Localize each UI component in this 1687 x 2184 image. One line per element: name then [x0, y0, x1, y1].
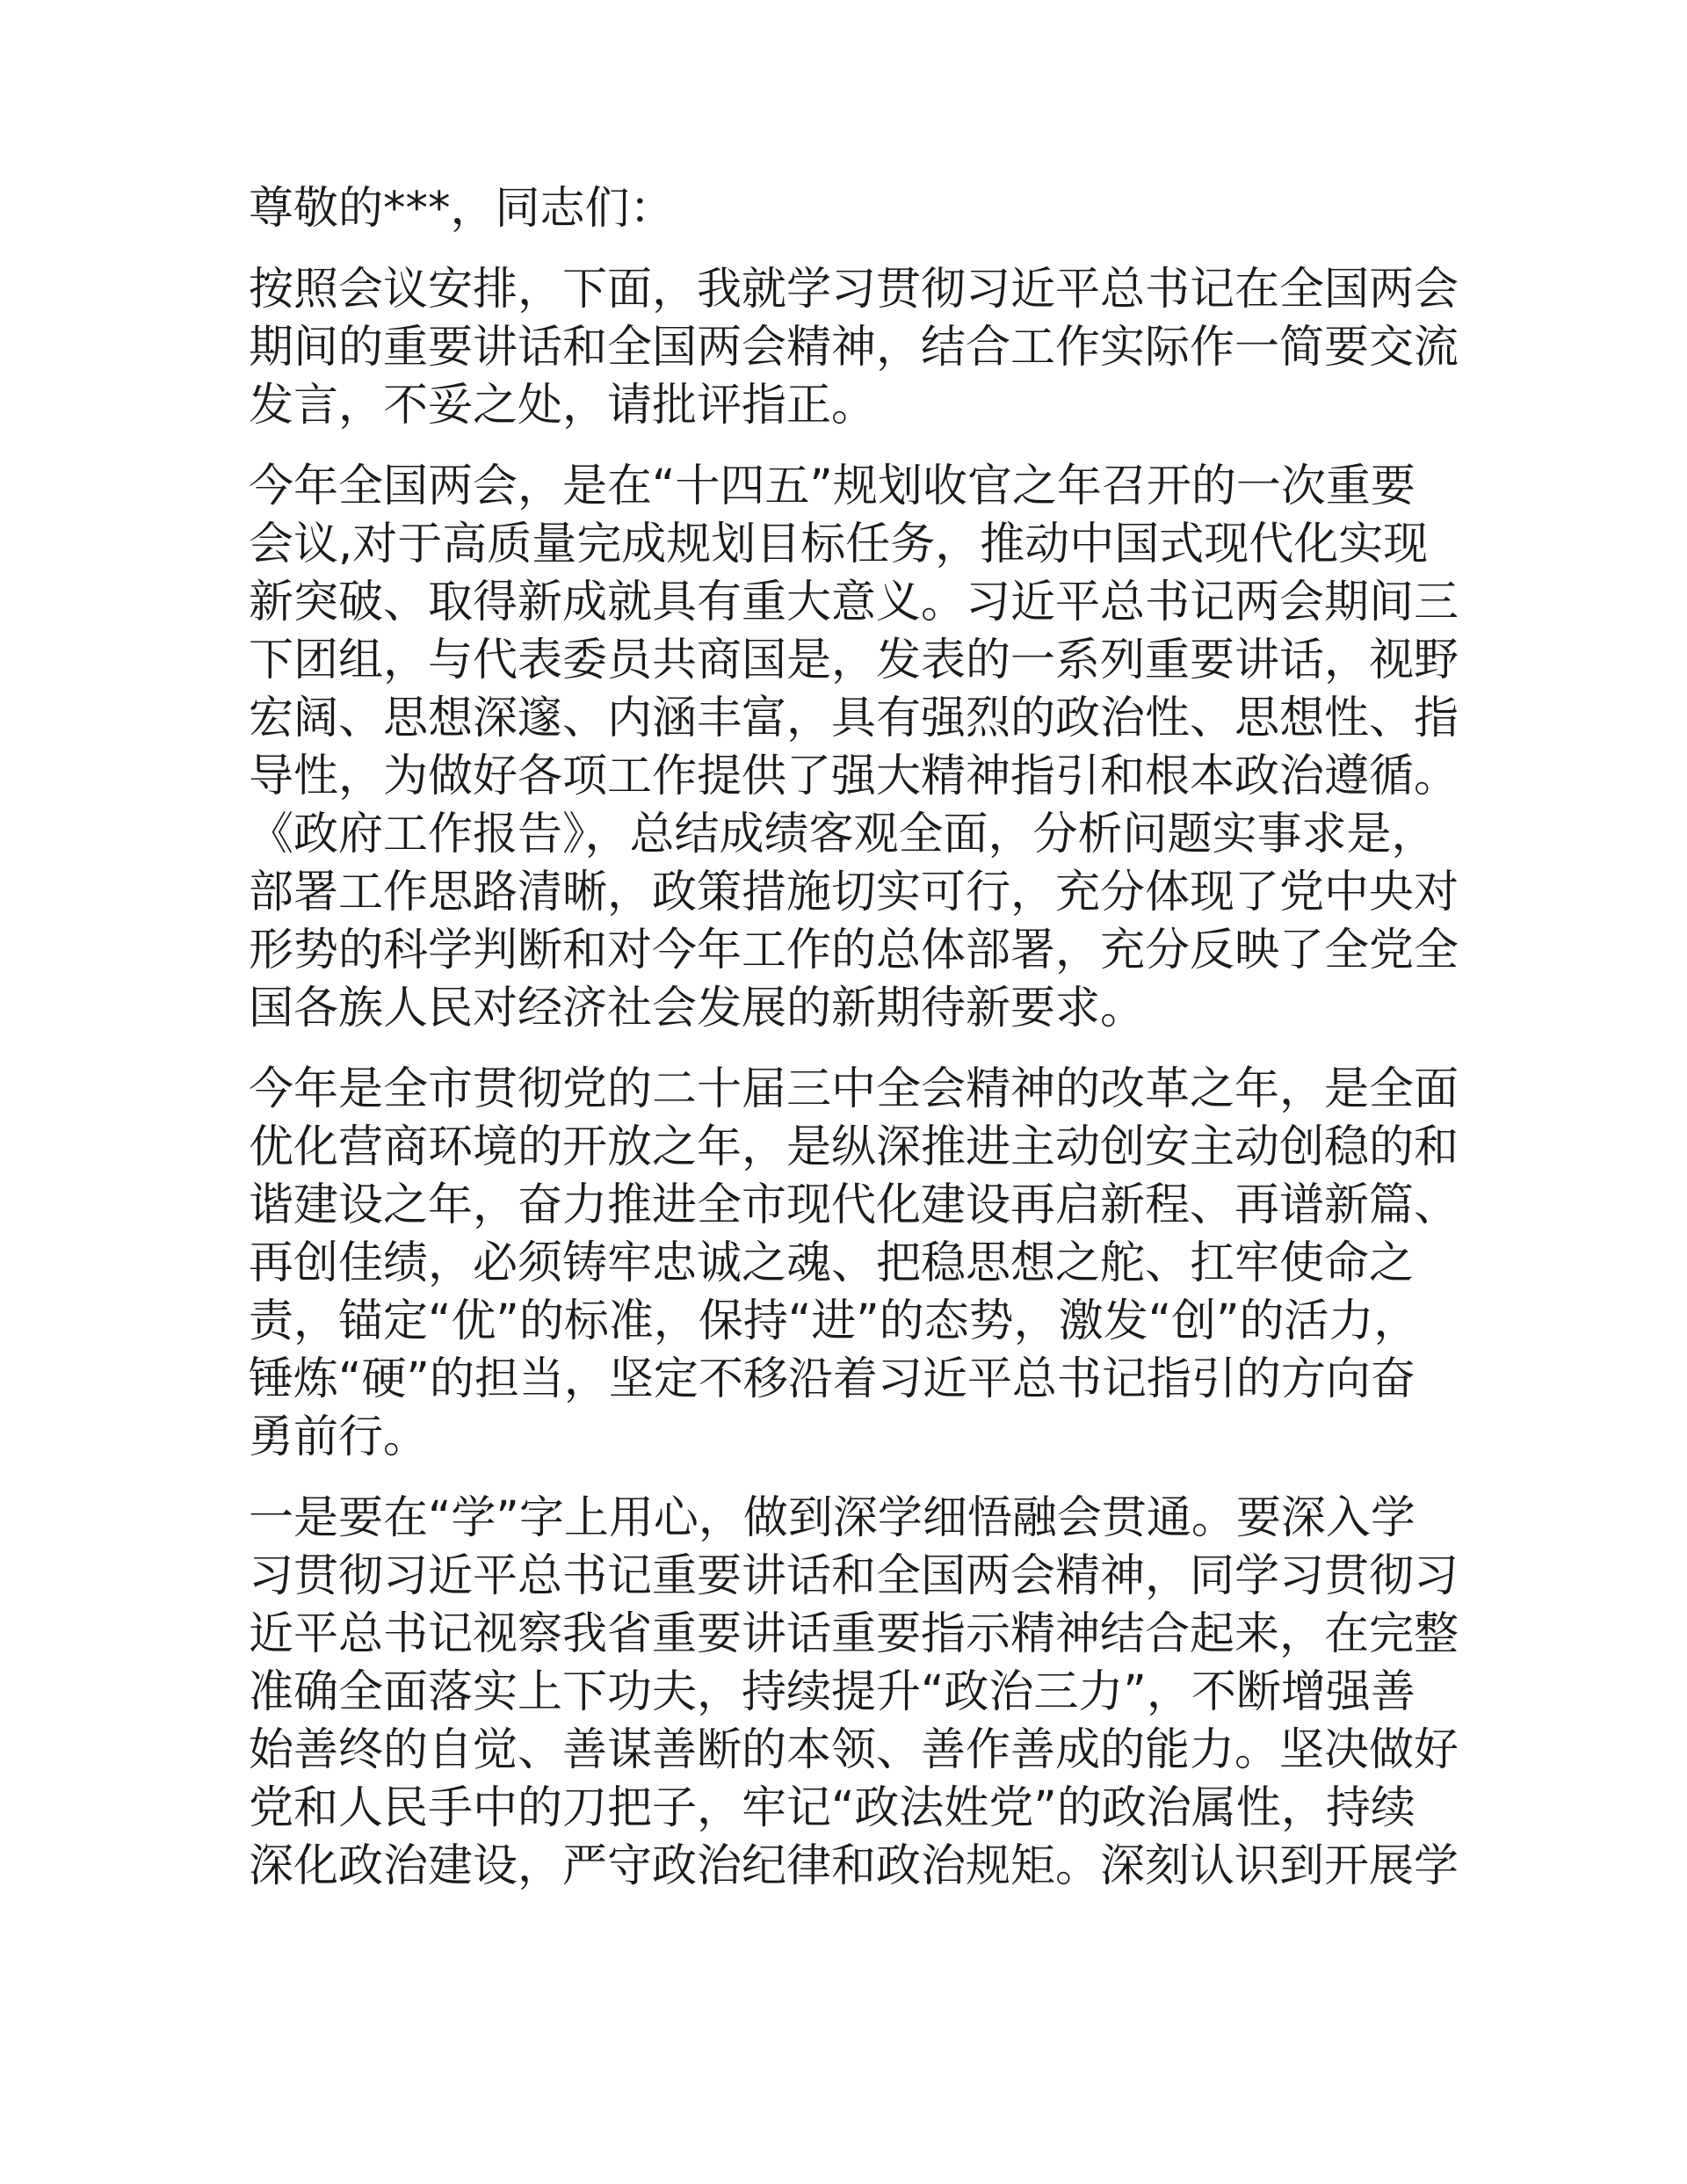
text-line: 勇前行。: [249, 1411, 429, 1463]
text-line: 按照会议安排，下面，我就学习贯彻习近平总书记在全国两会: [249, 264, 1459, 316]
text-line: 深化政治建设，严守政治纪律和政治规矩。深刻认识到开展学: [249, 1840, 1459, 1892]
document-body: [249, 180, 1459, 1919]
text-line: 发言，不妥之处，请批评指正。: [249, 380, 877, 432]
text-line: 《政府工作报告》，总结成绩客观全面，分析问题实事求是，: [249, 809, 1437, 860]
text-line: 部署工作思路清晰，政策措施切实可行，充分体现了党中央对: [249, 867, 1459, 918]
text-line: 党和人民手中的刀把子，牢记“政法姓党”的政治属性，持续: [249, 1782, 1415, 1834]
text-line: 宏阔、思想深邃、内涵丰富，具有强烈的政治性、思想性、指: [249, 693, 1459, 744]
text-line: 责，锚定“优”的标准，保持“进”的态势，激发“创”的活力，: [249, 1295, 1419, 1347]
text-line: 准确全面落实上下功夫，持续提升“政治三力”，不断增强善: [249, 1666, 1415, 1718]
salutation: [249, 180, 1444, 238]
paragraph-this-year: [249, 1061, 1459, 1467]
text-line: 期间的重要讲话和全国两会精神，结合工作实际作一简要交流: [249, 322, 1459, 374]
text-line: 新突破、取得新成就具有重大意义。习近平总书记两会期间三: [249, 577, 1459, 628]
text-line: 一是要在“学”字上用心，做到深学细悟融会贯通。要深入学: [249, 1492, 1415, 1544]
text-line: 始善终的自觉、善谋善断的本领、善作善成的能力。坚决做好: [249, 1724, 1459, 1776]
paragraph-intro: [249, 261, 1459, 435]
text-line: 优化营商环境的开放之年，是纵深推进主动创安主动创稳的和: [249, 1121, 1459, 1173]
text-line: 近平总书记视察我省重要讲话重要指示精神结合起来，在完整: [249, 1608, 1459, 1660]
text-line: 下团组，与代表委员共商国是，发表的一系列重要讲话，视野: [249, 635, 1459, 686]
text-line: 今年全国两会，是在“十四五”规划收官之年召开的一次重要: [249, 461, 1415, 512]
text-line: 习贯彻习近平总书记重要讲话和全国两会精神，同学习贯彻习: [249, 1550, 1459, 1602]
text-line: 尊敬的***，同志们：: [249, 183, 675, 235]
text-line: 导性，为做好各项工作提供了强大精神指引和根本政治遵循。: [249, 751, 1459, 802]
paragraph-study: [249, 1490, 1459, 1896]
text-line: 谐建设之年，奋力推进全市现代化建设再启新程、再谱新篇、: [249, 1179, 1459, 1231]
text-line: 国各族人民对经济社会发展的新期待新要求。: [249, 983, 1146, 1034]
text-line: 再创佳绩，必须铸牢忠诚之魂、把稳思想之舵、扛牢使命之: [249, 1237, 1415, 1289]
text-line: 形势的科学判断和对今年工作的总体部署，充分反映了全党全: [249, 925, 1459, 976]
text-line: 锤炼“硬”的担当，坚定不移沿着习近平总书记指引的方向奋: [249, 1353, 1415, 1405]
text-line: 今年是全市贯彻党的二十届三中全会精神的改革之年，是全面: [249, 1063, 1459, 1115]
text-line: 会议,对于高质量完成规划目标任务，推动中国式现代化实现: [249, 519, 1429, 570]
paragraph-two-sessions: [249, 458, 1459, 1038]
